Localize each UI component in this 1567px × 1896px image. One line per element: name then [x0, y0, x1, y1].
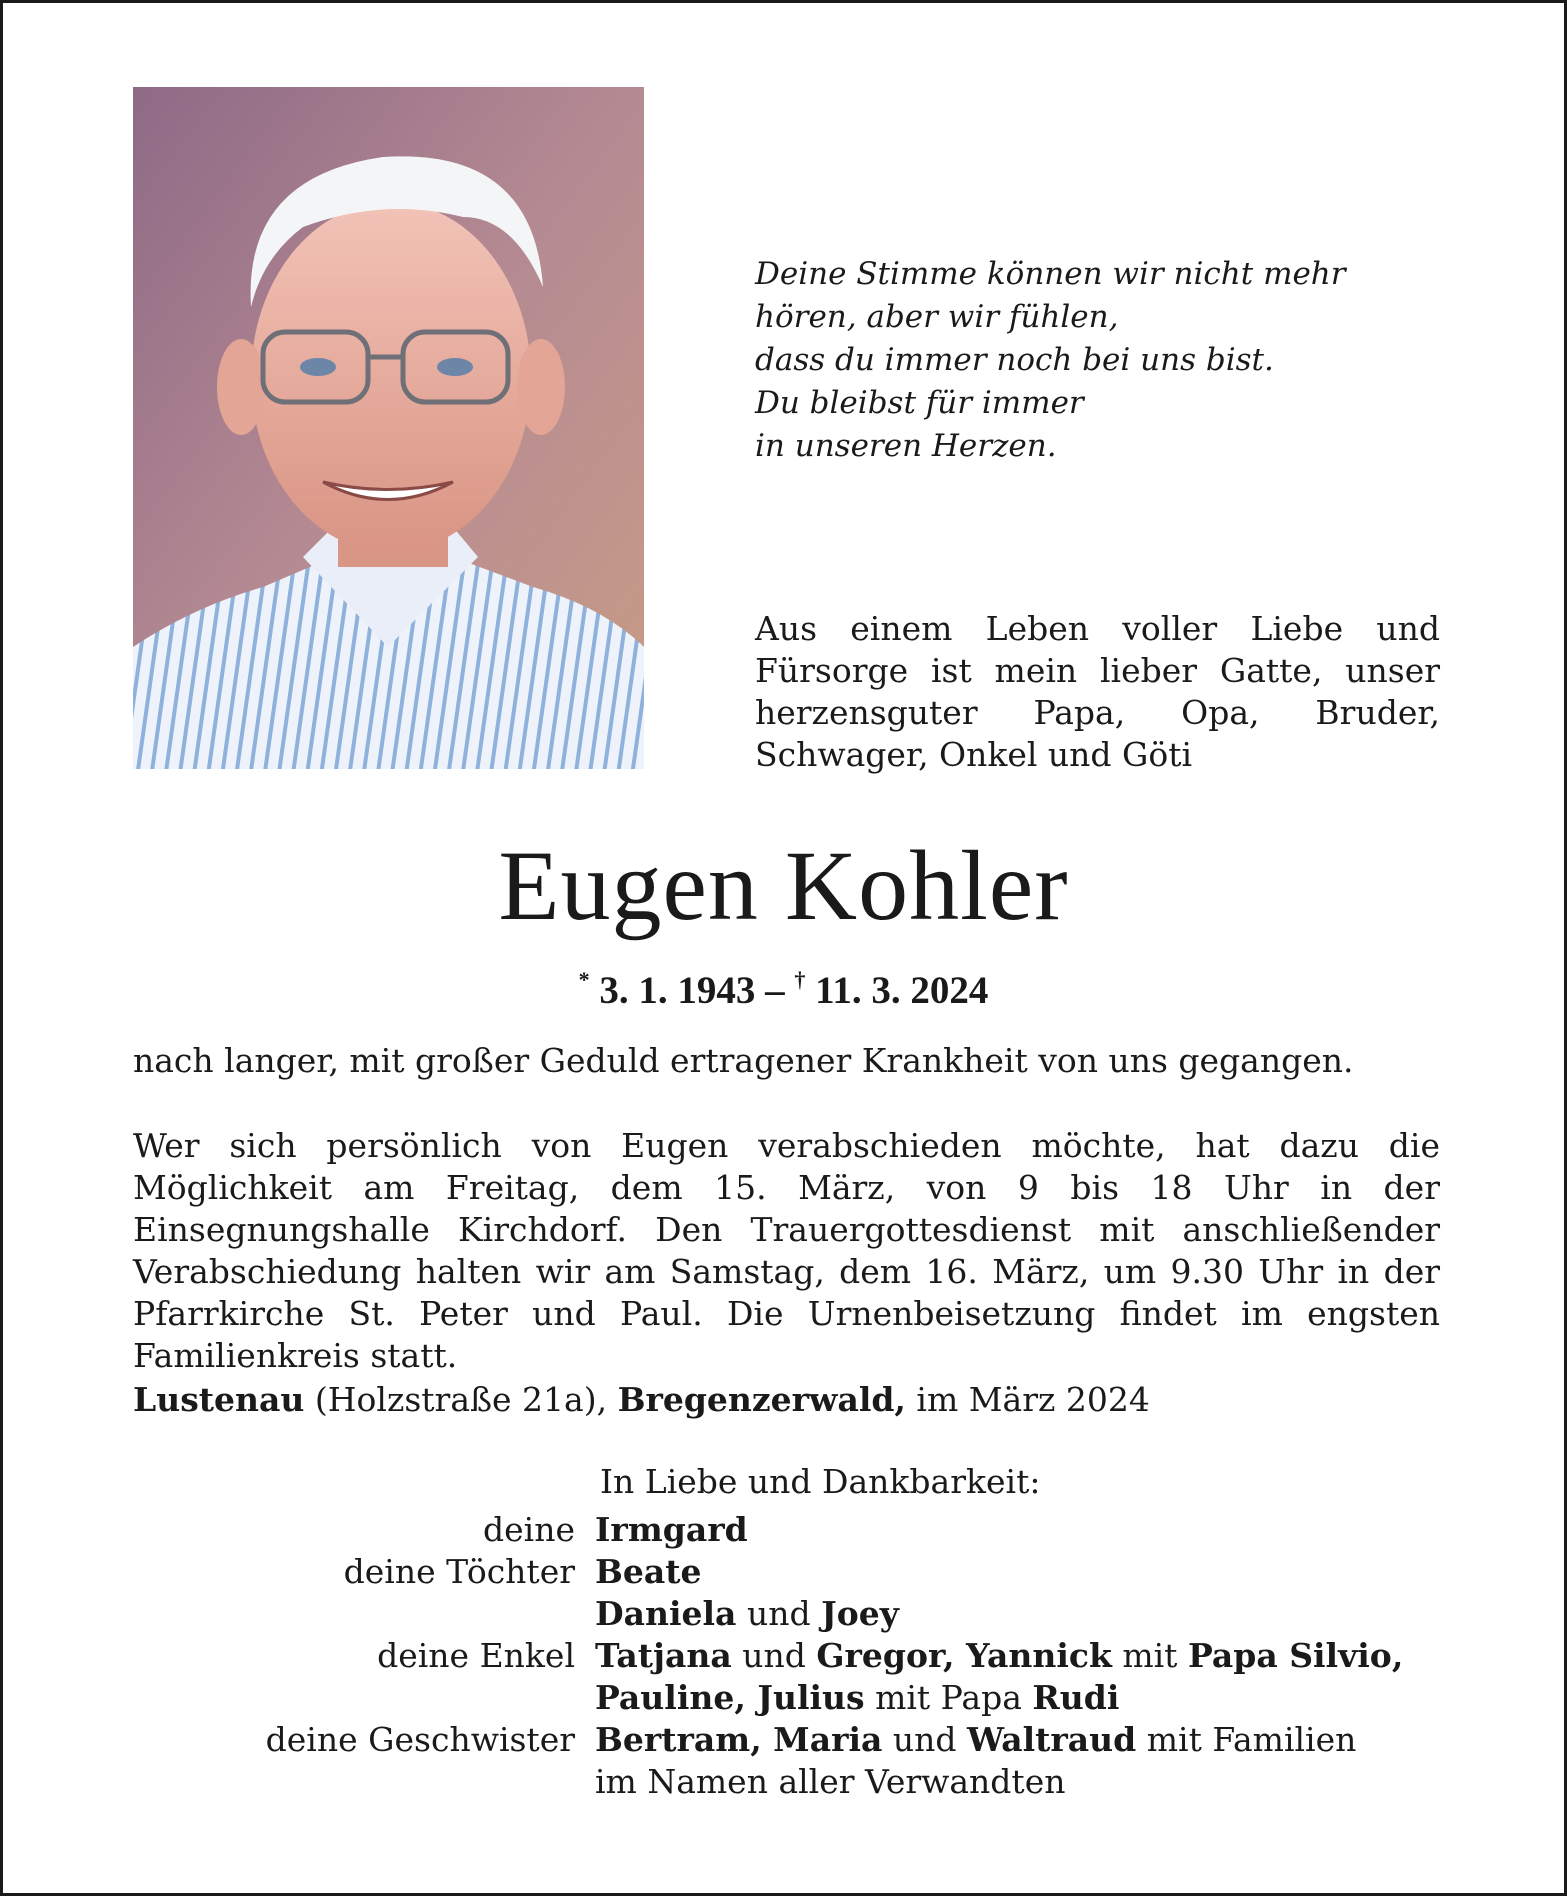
place-address: (Holzstraße 21a),	[304, 1380, 618, 1419]
family-member: Bertram, Maria	[595, 1720, 883, 1759]
family-member: Daniela	[595, 1594, 737, 1633]
passing-text: nach langer, mit großer Geduld ertragener Krankheit von uns gegangen.	[133, 1041, 1354, 1080]
poem-line: in unseren Herzen.	[755, 428, 1057, 464]
family-connector: und	[882, 1720, 968, 1759]
family-connector: mit	[1111, 1636, 1188, 1675]
family-role: deine Enkel	[377, 1636, 575, 1675]
family-member: Tatjana	[595, 1636, 732, 1675]
thanks-line: In Liebe und Dankbarkeit:	[600, 1462, 1041, 1501]
family-row	[133, 1635, 1440, 1677]
family-list	[133, 1509, 1440, 1803]
family-row	[133, 1551, 1440, 1593]
family-role: deine Geschwister	[265, 1720, 575, 1759]
family-role: deine Töchter	[343, 1552, 575, 1591]
death-date: 11. 3. 2024	[815, 969, 989, 1012]
portrait-photo	[133, 87, 644, 769]
family-names	[595, 1761, 1440, 1803]
place-region: Bregenzerwald,	[617, 1380, 906, 1419]
family-names	[595, 1635, 1440, 1677]
family-member: Beate	[595, 1552, 702, 1591]
family-member: Waltraud	[967, 1720, 1137, 1759]
family-row	[133, 1719, 1440, 1761]
family-connector: und	[731, 1636, 817, 1675]
family-role	[133, 1677, 595, 1719]
family-names	[595, 1677, 1440, 1719]
family-names	[595, 1593, 1440, 1635]
life-dates	[3, 958, 1564, 1013]
family-row	[133, 1761, 1440, 1803]
family-member: Rudi	[1032, 1678, 1120, 1717]
family-names	[595, 1509, 1440, 1551]
poem-line: Deine Stimme können wir nicht mehr	[755, 256, 1346, 292]
poem-line: dass du immer noch bei uns bist.	[755, 342, 1274, 378]
birth-date: 3. 1. 1943	[599, 969, 756, 1012]
family-member: Pauline, Julius	[595, 1678, 865, 1717]
family-role	[133, 1593, 595, 1635]
family-member: Joey	[821, 1594, 899, 1633]
poem-line: Du bleibst für immer	[755, 385, 1084, 421]
family-names	[595, 1719, 1440, 1761]
death-symbol: †	[794, 967, 806, 992]
portrait-photo-icon	[133, 87, 644, 769]
poem	[755, 253, 1455, 468]
family-connector: und	[736, 1594, 822, 1633]
family-member: Papa Silvio,	[1187, 1636, 1404, 1675]
intro-text: Aus einem Leben voller Liebe und Fürsorge ist mein lieber Gatte, unser herzensguter Papa, Opa, Bruder, Schwager, Onkel und Göti	[755, 609, 1440, 774]
place-city: Lustenau	[133, 1380, 305, 1419]
place-date: im März 2024	[905, 1380, 1150, 1419]
family-row	[133, 1509, 1440, 1551]
family-row	[133, 1593, 1440, 1635]
farewell-text: Wer sich persönlich von Eugen verabschieden möchte, hat dazu die Möglichkeit am Freitag, dem 15. März, von 9 bis 18 Uhr in der Einsegnungshalle Kirchdorf. Den Trauergottesdienst mit anschließender Verabschiedung halten wir am Samstag, dem 16. März, um 9.30 Uhr in der Pfarrkirche St. Peter und Paul. Die Urnenbeisetzung findet im engsten Familienkreis statt.	[133, 1126, 1440, 1375]
family-member: Irmgard	[595, 1510, 748, 1549]
family-member: Gregor, Yannick	[816, 1636, 1112, 1675]
family-closing: im Namen aller Verwandten	[595, 1762, 1066, 1801]
family-role	[133, 1761, 595, 1803]
family-role: deine	[483, 1510, 575, 1549]
date-separator: –	[755, 969, 795, 1012]
deceased-name: Eugen Kohler	[498, 830, 1069, 941]
family-connector: mit Papa	[864, 1678, 1033, 1717]
family-row	[133, 1677, 1440, 1719]
poem-line: hören, aber wir fühlen,	[755, 299, 1119, 335]
family-names	[595, 1551, 1440, 1593]
family-connector: mit Familien	[1136, 1720, 1357, 1759]
birth-symbol: *	[578, 967, 590, 992]
place-and-date	[133, 1379, 1440, 1421]
